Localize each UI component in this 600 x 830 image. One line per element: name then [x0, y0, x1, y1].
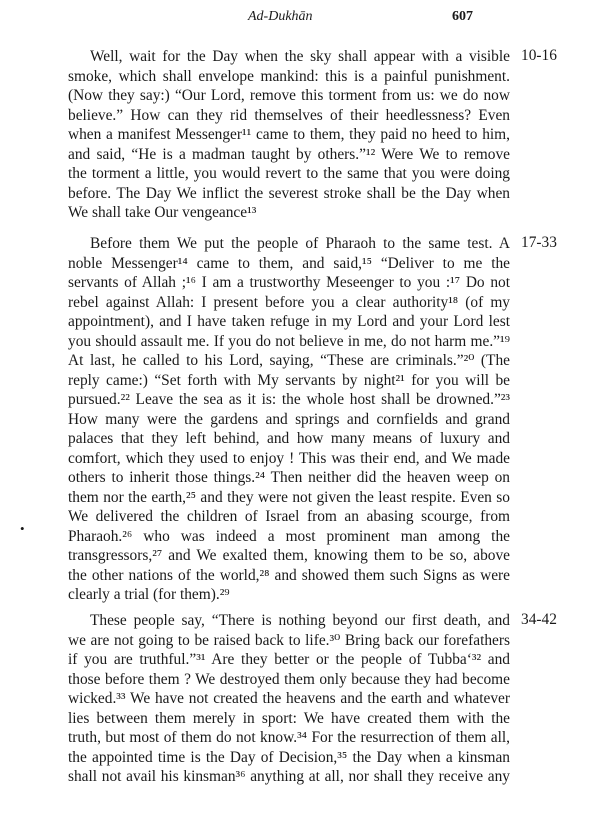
text-line: believe.” How can they rid themselves of their heedlessness? Even — [68, 106, 510, 124]
text-line: How many were the gardens and springs and cornfields and grand — [68, 410, 510, 428]
text-line: transgressors,²⁷ and We exalted them, knowing them to be so, above — [68, 547, 510, 564]
text-line: we are not going to be raised back to life.³⁰ Bring back our forefathers — [68, 631, 510, 649]
text-line: These people say, “There is nothing beyond our first death, and — [90, 612, 510, 629]
text-line: pursued.²² Leave the sea as it is: the whole host shall be drowned.”²³ — [68, 391, 510, 408]
text-line: and said, “He is a madman taught by others.”¹² Were We to remove — [68, 145, 510, 163]
page-number: 607 — [452, 9, 473, 24]
text-line: when a manifest Messenger¹¹ came to them, they paid no heed to him, — [68, 126, 510, 143]
text-line: the appointed time is the Day of Decision,³⁵ the Day when a kinsman — [68, 748, 510, 766]
text-line: We delivered the children of Israel from an abasing scourge, from — [68, 508, 510, 525]
text-line: Pharaoh.²⁶ who was indeed a most prominent man among the — [68, 527, 510, 545]
text-line: clearly a trial (for them).²⁹ — [68, 586, 230, 603]
margin-dot: • — [20, 521, 25, 536]
text-line: lies between them merely in sport: We have created them with the — [68, 709, 510, 727]
verse-range-1: 10-16 — [521, 47, 557, 64]
text-line: (Now they say:) “Our Lord, remove this torment from us: we do now — [68, 87, 510, 104]
text-line: reply came:) “Set forth with My servants by night²¹ for you will be — [68, 371, 510, 389]
passage-2 — [68, 234, 510, 605]
text-line: shall not avail his kinsman³⁶ anything at all, nor shall they receive any — [68, 768, 510, 785]
text-line: Well, wait for the Day when the sky shall appear with a visible — [90, 48, 510, 65]
text-line: wicked.³³ We have not created the heavens and the earth and whatever — [68, 690, 510, 707]
text-line: truth, but most of them do not know.³⁴ For the resurrection of them all, — [68, 729, 510, 746]
text-line: if you are truthful.”³¹ Are they better or the people of Tubba‘³² and — [68, 651, 510, 668]
text-line: those before them ? We destroyed them only because they had become — [68, 670, 510, 688]
passage-3 — [68, 611, 510, 787]
text-line: noble Messenger¹⁴ came to them, and said,¹⁵ “Deliver to me the — [68, 254, 510, 272]
text-line: palaces that they left behind, and how many means of luxury and — [68, 430, 510, 447]
text-line: the torment a little, you would revert to the same that you were doing — [68, 165, 510, 182]
text-line: servants of Allah ;¹⁶ I am a trustworthy Meseenger to you :¹⁷ Do not — [68, 274, 510, 291]
passage-1 — [68, 47, 510, 223]
text-line: At last, he called to his Lord, saying, “These are criminals.”²⁰ (The — [68, 352, 510, 369]
text-line: Before them We put the people of Pharaoh to the same test. A — [90, 235, 510, 252]
text-line: appointment), and I have taken refuge in my Lord and your Lord lest — [68, 313, 510, 330]
text-line: rebel against Allah: I present before you a clear authority¹⁸ (of my — [68, 293, 510, 311]
verse-range-3: 34-42 — [521, 611, 557, 628]
text-line: before. The Day We inflict the severest stroke shall be the Day when — [68, 184, 510, 202]
text-line: you should assault me. If you do not believe in me, do not harm me.”¹⁹ — [68, 332, 510, 350]
text-line: We shall take Our vengeance¹³ — [68, 204, 257, 221]
verse-range-2: 17-33 — [521, 234, 557, 251]
text-line: them nor the earth,²⁵ and they were not given the least respite. Even so — [68, 488, 510, 506]
text-line: smoke, which shall envelope mankind: this is a painful punishment. — [68, 67, 510, 85]
text-line: comfort, which they used to enjoy ! This was their end, and We made — [68, 449, 510, 467]
running-title: Ad-Dukhān — [248, 9, 313, 24]
text-line: the other nations of the world,²⁸ and showed them such Signs as were — [68, 566, 510, 584]
text-line: others to inherit those things.²⁴ Then neither did the heaven weep on — [68, 469, 510, 486]
